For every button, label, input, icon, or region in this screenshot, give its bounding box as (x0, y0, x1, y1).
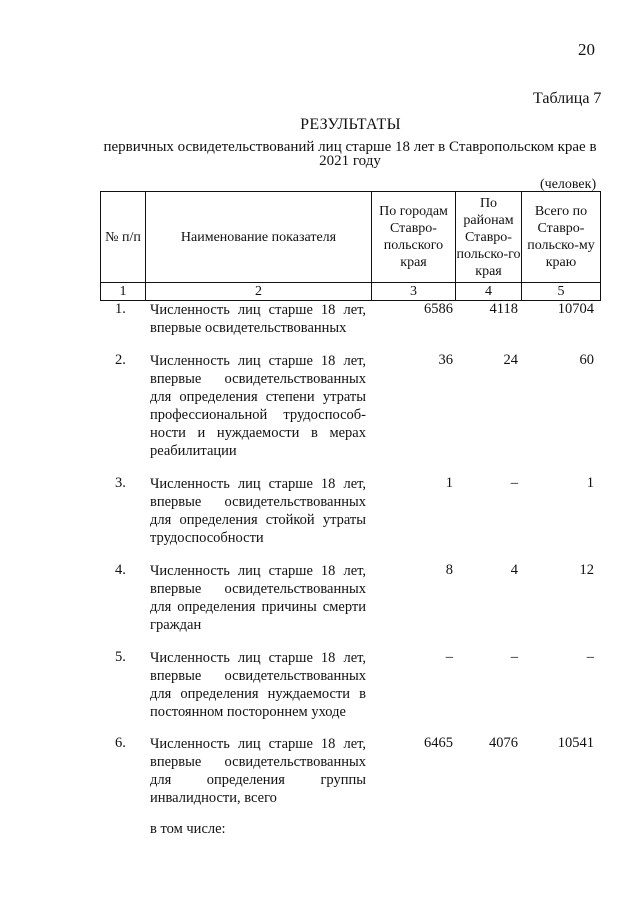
header-col-cities: По городам Ставро-польского края (372, 192, 456, 283)
header-index-5: 5 (522, 283, 601, 301)
row-value-cities: 6465 (424, 735, 453, 751)
row-value-total: 12 (579, 562, 594, 578)
row-name: Численность лиц старше 18 лет, впервые освидетельствованных для определения степени утраты профессиональной трудоспособ-ности и нуждаемости в мерах реабилитации (150, 353, 366, 459)
row-value-cities: 8 (445, 562, 453, 578)
row-value-districts: – (510, 649, 518, 665)
row-name: Численность лиц старше 18 лет, впервые освидетельствованных для определения нуждаемости в постоянном постороннем уходе (150, 650, 366, 720)
row-value-districts: 24 (503, 352, 518, 368)
header-col-name: Наименование показателя (146, 192, 372, 283)
row-name: Численность лиц старше 18 лет, впервые освидетельствованных (150, 302, 366, 336)
row-value-districts: – (510, 475, 518, 491)
subnote-text: в том числе: (150, 821, 226, 837)
row-number: 2. (115, 352, 126, 368)
table-label: Таблица 7 (533, 90, 602, 107)
row-number: 4. (115, 562, 126, 578)
row-number: 6. (115, 735, 126, 751)
row-value-districts: 4076 (489, 735, 518, 751)
header-col-districts: По районам Ставро-польско-го края (456, 192, 522, 283)
header-index-3: 3 (372, 283, 456, 301)
row-name: Численность лиц старше 18 лет, впервые освидетельствованных для определения причины смерти граждан (150, 563, 366, 633)
row-value-total: 10704 (557, 301, 594, 317)
row-value-total: 60 (579, 352, 594, 368)
row-value-total: – (586, 649, 594, 665)
document-subtitle: первичных освидетельствований лиц старше 18 лет в Ставропольском крае в 2021 году (103, 139, 597, 169)
row-value-districts: 4118 (489, 301, 518, 317)
row-name: Численность лиц старше 18 лет, впервые освидетельствованных для определения группы инвалидности, всего (150, 736, 366, 806)
header-col-number: № п/п (101, 192, 146, 283)
row-number: 1. (115, 301, 126, 317)
header-index-2: 2 (146, 283, 372, 301)
units-label: (человек) (540, 177, 597, 192)
row-number: 3. (115, 475, 126, 491)
row-number: 5. (115, 649, 126, 665)
row-value-districts: 4 (510, 562, 518, 578)
row-value-cities: 36 (438, 352, 453, 368)
header-col-total: Всего по Ставро-польско-му краю (522, 192, 601, 283)
table-header (100, 191, 601, 301)
row-value-cities: – (445, 649, 453, 665)
row-value-cities: 1 (445, 475, 453, 491)
row-value-cities: 6586 (424, 301, 453, 317)
header-index-1: 1 (101, 283, 146, 301)
header-index-4: 4 (456, 283, 522, 301)
document-title: РЕЗУЛЬТАТЫ (300, 116, 401, 133)
row-value-total: 10541 (557, 735, 594, 751)
page-number: 20 (578, 40, 595, 59)
row-name: Численность лиц старше 18 лет, впервые освидетельствованных для определения стойкой утраты трудоспособности (150, 476, 366, 546)
row-value-total: 1 (586, 475, 594, 491)
